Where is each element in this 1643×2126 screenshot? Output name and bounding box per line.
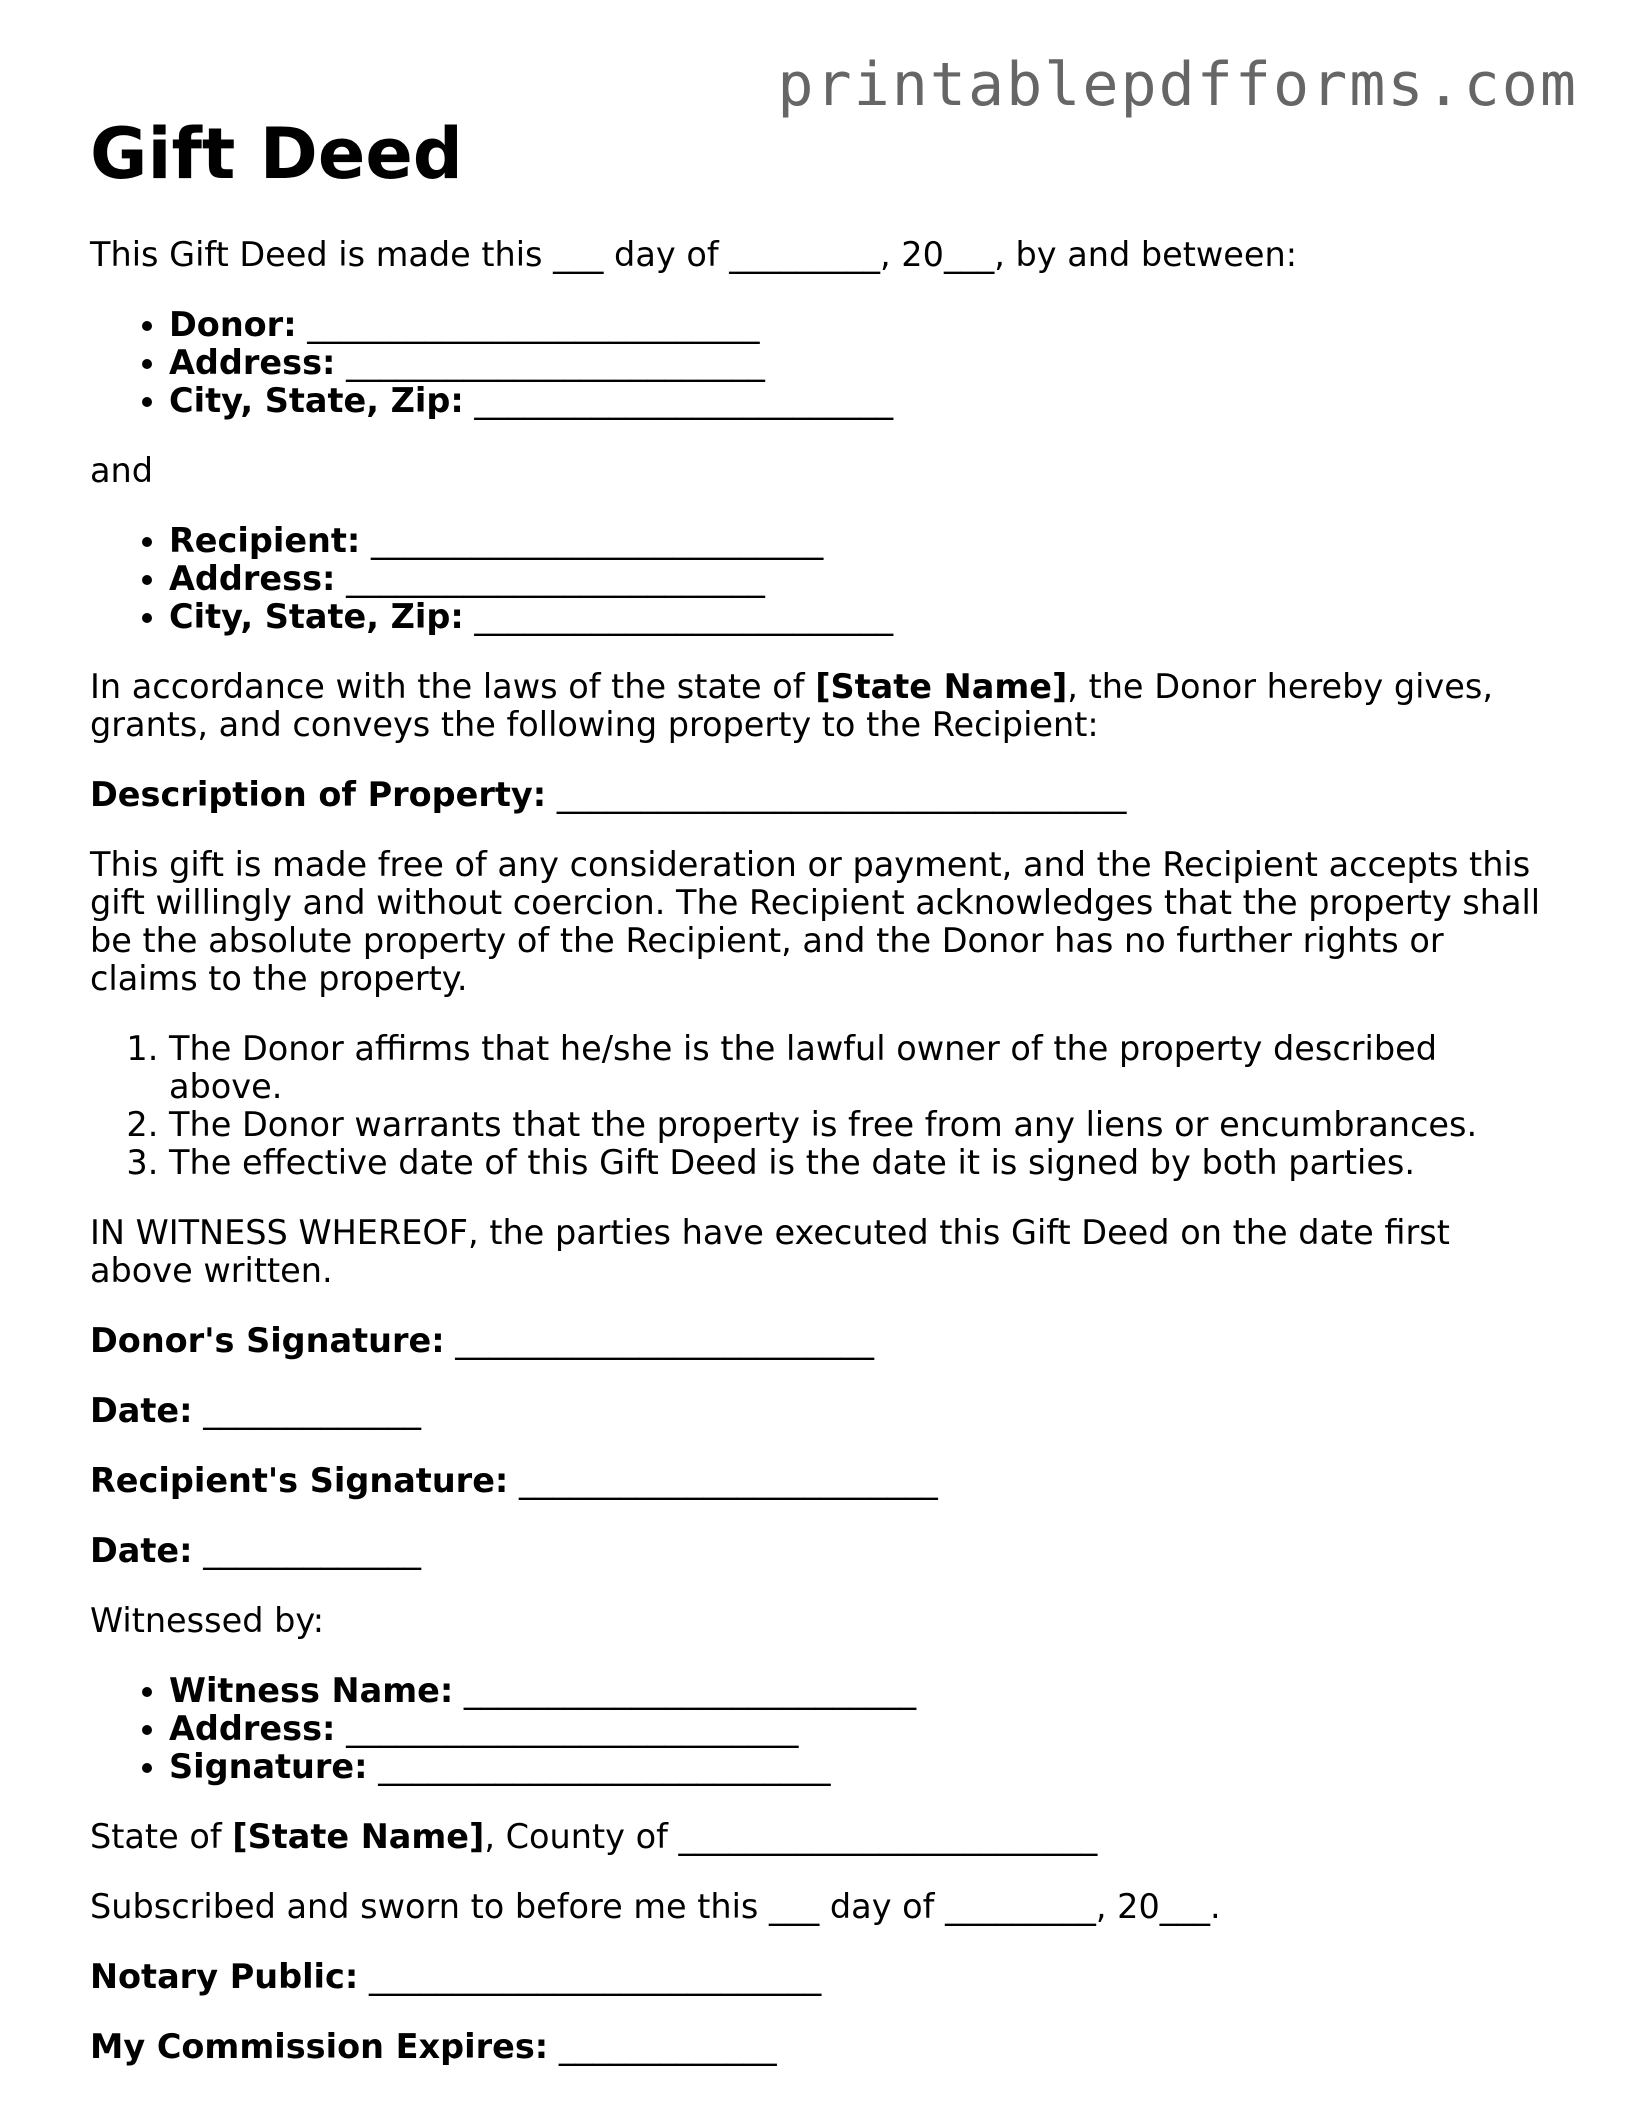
county-line-pre: State of bbox=[90, 1817, 233, 1856]
donor-address-label: Address: bbox=[169, 343, 336, 382]
recipient-city-item bbox=[169, 598, 1560, 636]
recipient-name-item bbox=[169, 522, 1560, 560]
witnessed-by-text: Witnessed by: bbox=[90, 1601, 325, 1640]
witness-name-item bbox=[169, 1672, 1560, 1710]
donor-date-line bbox=[90, 1392, 1560, 1430]
donor-name-blank[interactable]: ___________________________ bbox=[307, 305, 760, 344]
conveyance-pre: In accordance with the laws of the state of bbox=[90, 667, 816, 706]
commission-expires-line bbox=[90, 2028, 1560, 2066]
notary-public-label: Notary Public: bbox=[90, 1957, 359, 1996]
witness-address-label: Address: bbox=[169, 1709, 336, 1748]
county-line bbox=[90, 1818, 1560, 1856]
conveyance-paragraph bbox=[90, 668, 1560, 744]
document-body bbox=[90, 112, 1560, 2098]
and-text: and bbox=[90, 451, 154, 490]
witness-clause: IN WITNESS WHEREOF, the parties have executed this Gift Deed on the date first above written. bbox=[90, 1213, 1450, 1290]
term-item: 3. The effective date of this Gift Deed is the date it is signed by both parties. bbox=[169, 1144, 1560, 1182]
conveyance-state-placeholder[interactable]: [State Name] bbox=[815, 667, 1068, 706]
witness-address-blank[interactable]: ___________________________ bbox=[346, 1709, 799, 1748]
donor-name-item bbox=[169, 306, 1560, 344]
recipient-address-item bbox=[169, 560, 1560, 598]
witness-details-list bbox=[90, 1672, 1560, 1786]
commission-expires-blank[interactable]: _____________ bbox=[558, 2027, 777, 2066]
property-description-line bbox=[90, 776, 1560, 814]
donor-address-item bbox=[169, 344, 1560, 382]
donor-name-label: Donor: bbox=[169, 305, 297, 344]
donor-signature-label: Donor's Signature: bbox=[90, 1321, 445, 1360]
term-item: 1. The Donor affirms that he/she is the lawful owner of the property described above. bbox=[169, 1030, 1560, 1106]
donor-city-blank[interactable]: _________________________ bbox=[474, 381, 894, 420]
conveyance-post: , the Donor hereby gives, grants, and conveys the following property to the Recipient: bbox=[90, 667, 1493, 744]
recipient-signature-blank[interactable]: _________________________ bbox=[518, 1461, 938, 1500]
witness-name-blank[interactable]: ___________________________ bbox=[463, 1671, 917, 1710]
county-line-post: , County of _________________________ bbox=[484, 1817, 1098, 1856]
donor-details-list bbox=[90, 306, 1560, 420]
property-description-blank[interactable]: __________________________________ bbox=[556, 775, 1127, 814]
watermark: printablepdfforms.com bbox=[777, 50, 1578, 120]
document-title: Gift Deed bbox=[90, 113, 463, 195]
witness-signature-item bbox=[169, 1748, 1560, 1786]
county-state-placeholder[interactable]: [State Name] bbox=[232, 1817, 485, 1856]
intro-paragraph: This Gift Deed is made this ___ day of _________, 20___, by and between: bbox=[90, 235, 1298, 274]
recipient-address-label: Address: bbox=[169, 559, 336, 598]
donor-city-label: City, State, Zip: bbox=[169, 381, 464, 420]
recipient-name-label: Recipient: bbox=[169, 521, 361, 560]
sworn-statement: Subscribed and sworn to before me this ___ day of _________, 20___. bbox=[90, 1887, 1221, 1926]
witness-name-label: Witness Name: bbox=[169, 1671, 454, 1710]
recipient-signature-label: Recipient's Signature: bbox=[90, 1461, 509, 1500]
recipient-address-blank[interactable]: _________________________ bbox=[346, 559, 765, 598]
donor-date-label: Date: bbox=[90, 1391, 193, 1430]
term-item: 2. The Donor warrants that the property is free from any liens or encumbrances. bbox=[169, 1106, 1560, 1144]
property-description-label: Description of Property: bbox=[90, 775, 547, 814]
recipient-name-blank[interactable]: ___________________________ bbox=[370, 521, 824, 560]
recipient-date-label: Date: bbox=[90, 1531, 193, 1570]
witness-signature-blank[interactable]: ___________________________ bbox=[378, 1747, 831, 1786]
recipient-date-blank[interactable]: _____________ bbox=[203, 1531, 421, 1570]
witness-signature-label: Signature: bbox=[169, 1747, 368, 1786]
recipient-city-blank[interactable]: _________________________ bbox=[474, 597, 894, 636]
notary-public-blank[interactable]: ___________________________ bbox=[368, 1957, 822, 1996]
recipient-signature-line bbox=[90, 1462, 1560, 1500]
witness-address-item bbox=[169, 1710, 1560, 1748]
gift-paragraph: This gift is made free of any consideration or payment, and the Recipient accepts this gift willingly and without coercion. The Recipient acknowledges that the property shall be the absolute property of the Recipient, and the Donor has no further rights or claims to the property. bbox=[90, 845, 1541, 998]
notary-public-line bbox=[90, 1958, 1560, 1996]
donor-date-blank[interactable]: _____________ bbox=[203, 1391, 421, 1430]
donor-signature-blank[interactable]: _________________________ bbox=[455, 1321, 875, 1360]
donor-signature-line bbox=[90, 1322, 1560, 1360]
donor-city-item bbox=[169, 382, 1560, 420]
recipient-details-list bbox=[90, 522, 1560, 636]
recipient-date-line bbox=[90, 1532, 1560, 1570]
donor-address-blank[interactable]: _________________________ bbox=[346, 343, 765, 382]
terms-list bbox=[90, 1030, 1560, 1182]
commission-expires-label: My Commission Expires: bbox=[90, 2027, 549, 2066]
recipient-city-label: City, State, Zip: bbox=[169, 597, 464, 636]
